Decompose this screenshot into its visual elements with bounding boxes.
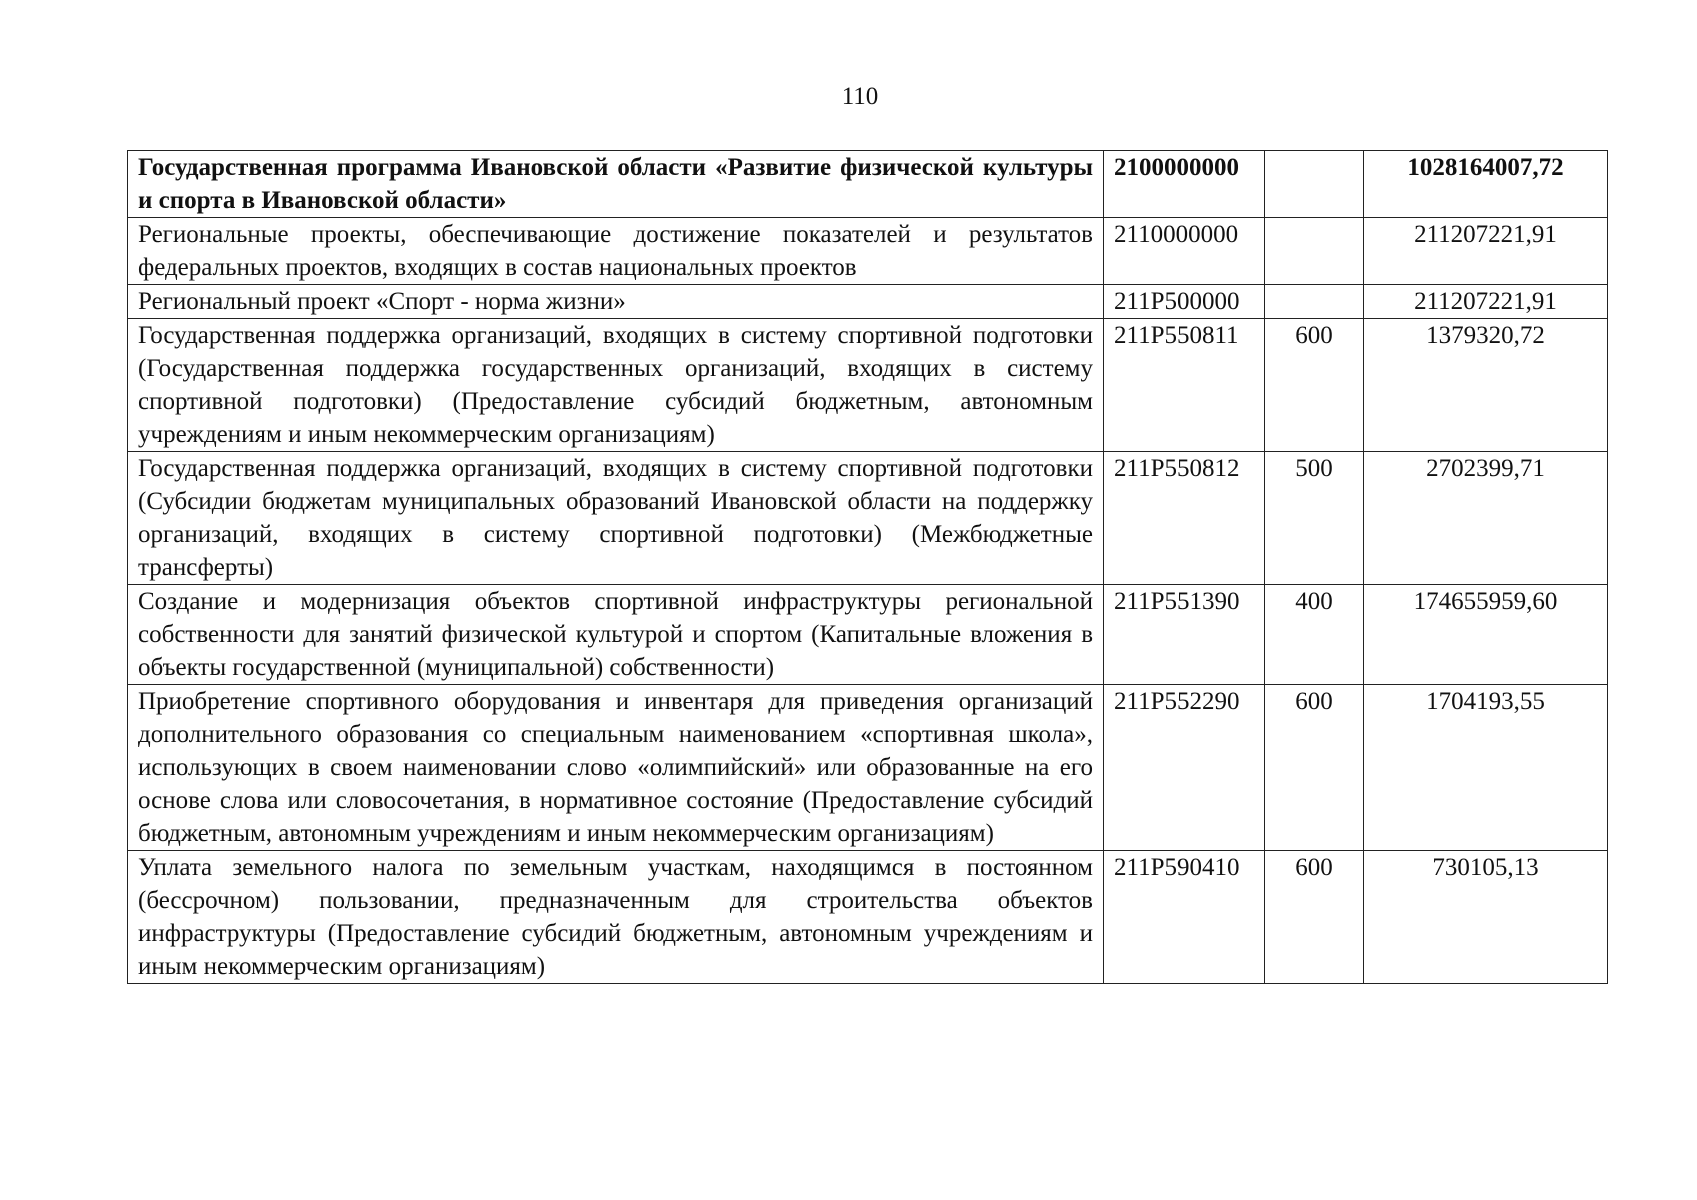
row-code-cell: 2110000000: [1104, 218, 1265, 285]
row-name-cell: Приобретение спортивного оборудования и инвентаря для приведения организаций дополнительного образования со специальным наименованием «спортивная школа», использующих в своем наименовании слово «олимпийский» или образованные на его основе слова или словосочетания, в нормативное состояние (Предоставление субсидий бюджетным, автономным учреждениям и иным некоммерческим организациям): [128, 685, 1104, 851]
row-type-cell: [1265, 151, 1364, 218]
row-name-cell: Государственная поддержка организаций, входящих в систему спортивной подготовки (Субсидии бюджетам муниципальных образований Ивановской области на поддержку организаций, входящих в систему спортивной подготовки) (Межбюджетные трансферты): [128, 452, 1104, 585]
row-type-cell: 600: [1265, 685, 1364, 851]
row-code-cell: 211P552290: [1104, 685, 1265, 851]
row-name-cell: Уплата земельного налога по земельным участкам, находящимся в постоянном (бессрочном) пользовании, предназначенным для строительства объектов инфраструктуры (Предоставление субсидий бюджетным, автономным учреждениям и иным некоммерческим организациям): [128, 851, 1104, 984]
row-code-cell: 211P590410: [1104, 851, 1265, 984]
row-sum-cell: 1379320,72: [1364, 319, 1608, 452]
table-row: [128, 851, 1608, 984]
table-row: [128, 319, 1608, 452]
table-row: [128, 285, 1608, 319]
row-sum-cell: 211207221,91: [1364, 285, 1608, 319]
budget-table: [127, 150, 1608, 984]
row-type-cell: [1265, 218, 1364, 285]
row-code-cell: 211P550811: [1104, 319, 1265, 452]
row-sum-cell: 174655959,60: [1364, 585, 1608, 685]
table-row: [128, 218, 1608, 285]
row-name-cell: Региональный проект «Спорт - норма жизни»: [128, 285, 1104, 319]
row-code-cell: 211P550812: [1104, 452, 1265, 585]
row-type-cell: 600: [1265, 319, 1364, 452]
row-name-cell: Создание и модернизация объектов спортивной инфраструктуры региональной собственности для занятий физической культурой и спортом (Капитальные вложения в объекты государственной (муниципальной) собственности): [128, 585, 1104, 685]
row-type-cell: 400: [1265, 585, 1364, 685]
table-row: [128, 452, 1608, 585]
table-row: [128, 585, 1608, 685]
row-type-cell: 500: [1265, 452, 1364, 585]
table-row: [128, 151, 1608, 218]
row-type-cell: [1265, 285, 1364, 319]
row-code-cell: 211P551390: [1104, 585, 1265, 685]
row-code-cell: 211P500000: [1104, 285, 1265, 319]
row-sum-cell: 730105,13: [1364, 851, 1608, 984]
row-sum-cell: 1704193,55: [1364, 685, 1608, 851]
row-sum-cell: 2702399,71: [1364, 452, 1608, 585]
row-name-cell: Региональные проекты, обеспечивающие достижение показателей и результатов федеральных проектов, входящих в состав национальных проектов: [128, 218, 1104, 285]
row-sum-cell: 211207221,91: [1364, 218, 1608, 285]
page-number: 110: [841, 83, 879, 110]
row-name-cell: Государственная поддержка организаций, входящих в систему спортивной подготовки (Государственная поддержка государственных организаций, входящих в систему спортивной подготовки) (Предоставление субсидий бюджетным, автономным учреждениям и иным некоммерческим организациям): [128, 319, 1104, 452]
row-code-cell: 2100000000: [1104, 151, 1265, 218]
row-sum-cell: 1028164007,72: [1364, 151, 1608, 218]
table-row: [128, 685, 1608, 851]
row-name-cell: Государственная программа Ивановской области «Развитие физической культуры и спорта в Ивановской области»: [128, 151, 1104, 218]
row-type-cell: 600: [1265, 851, 1364, 984]
